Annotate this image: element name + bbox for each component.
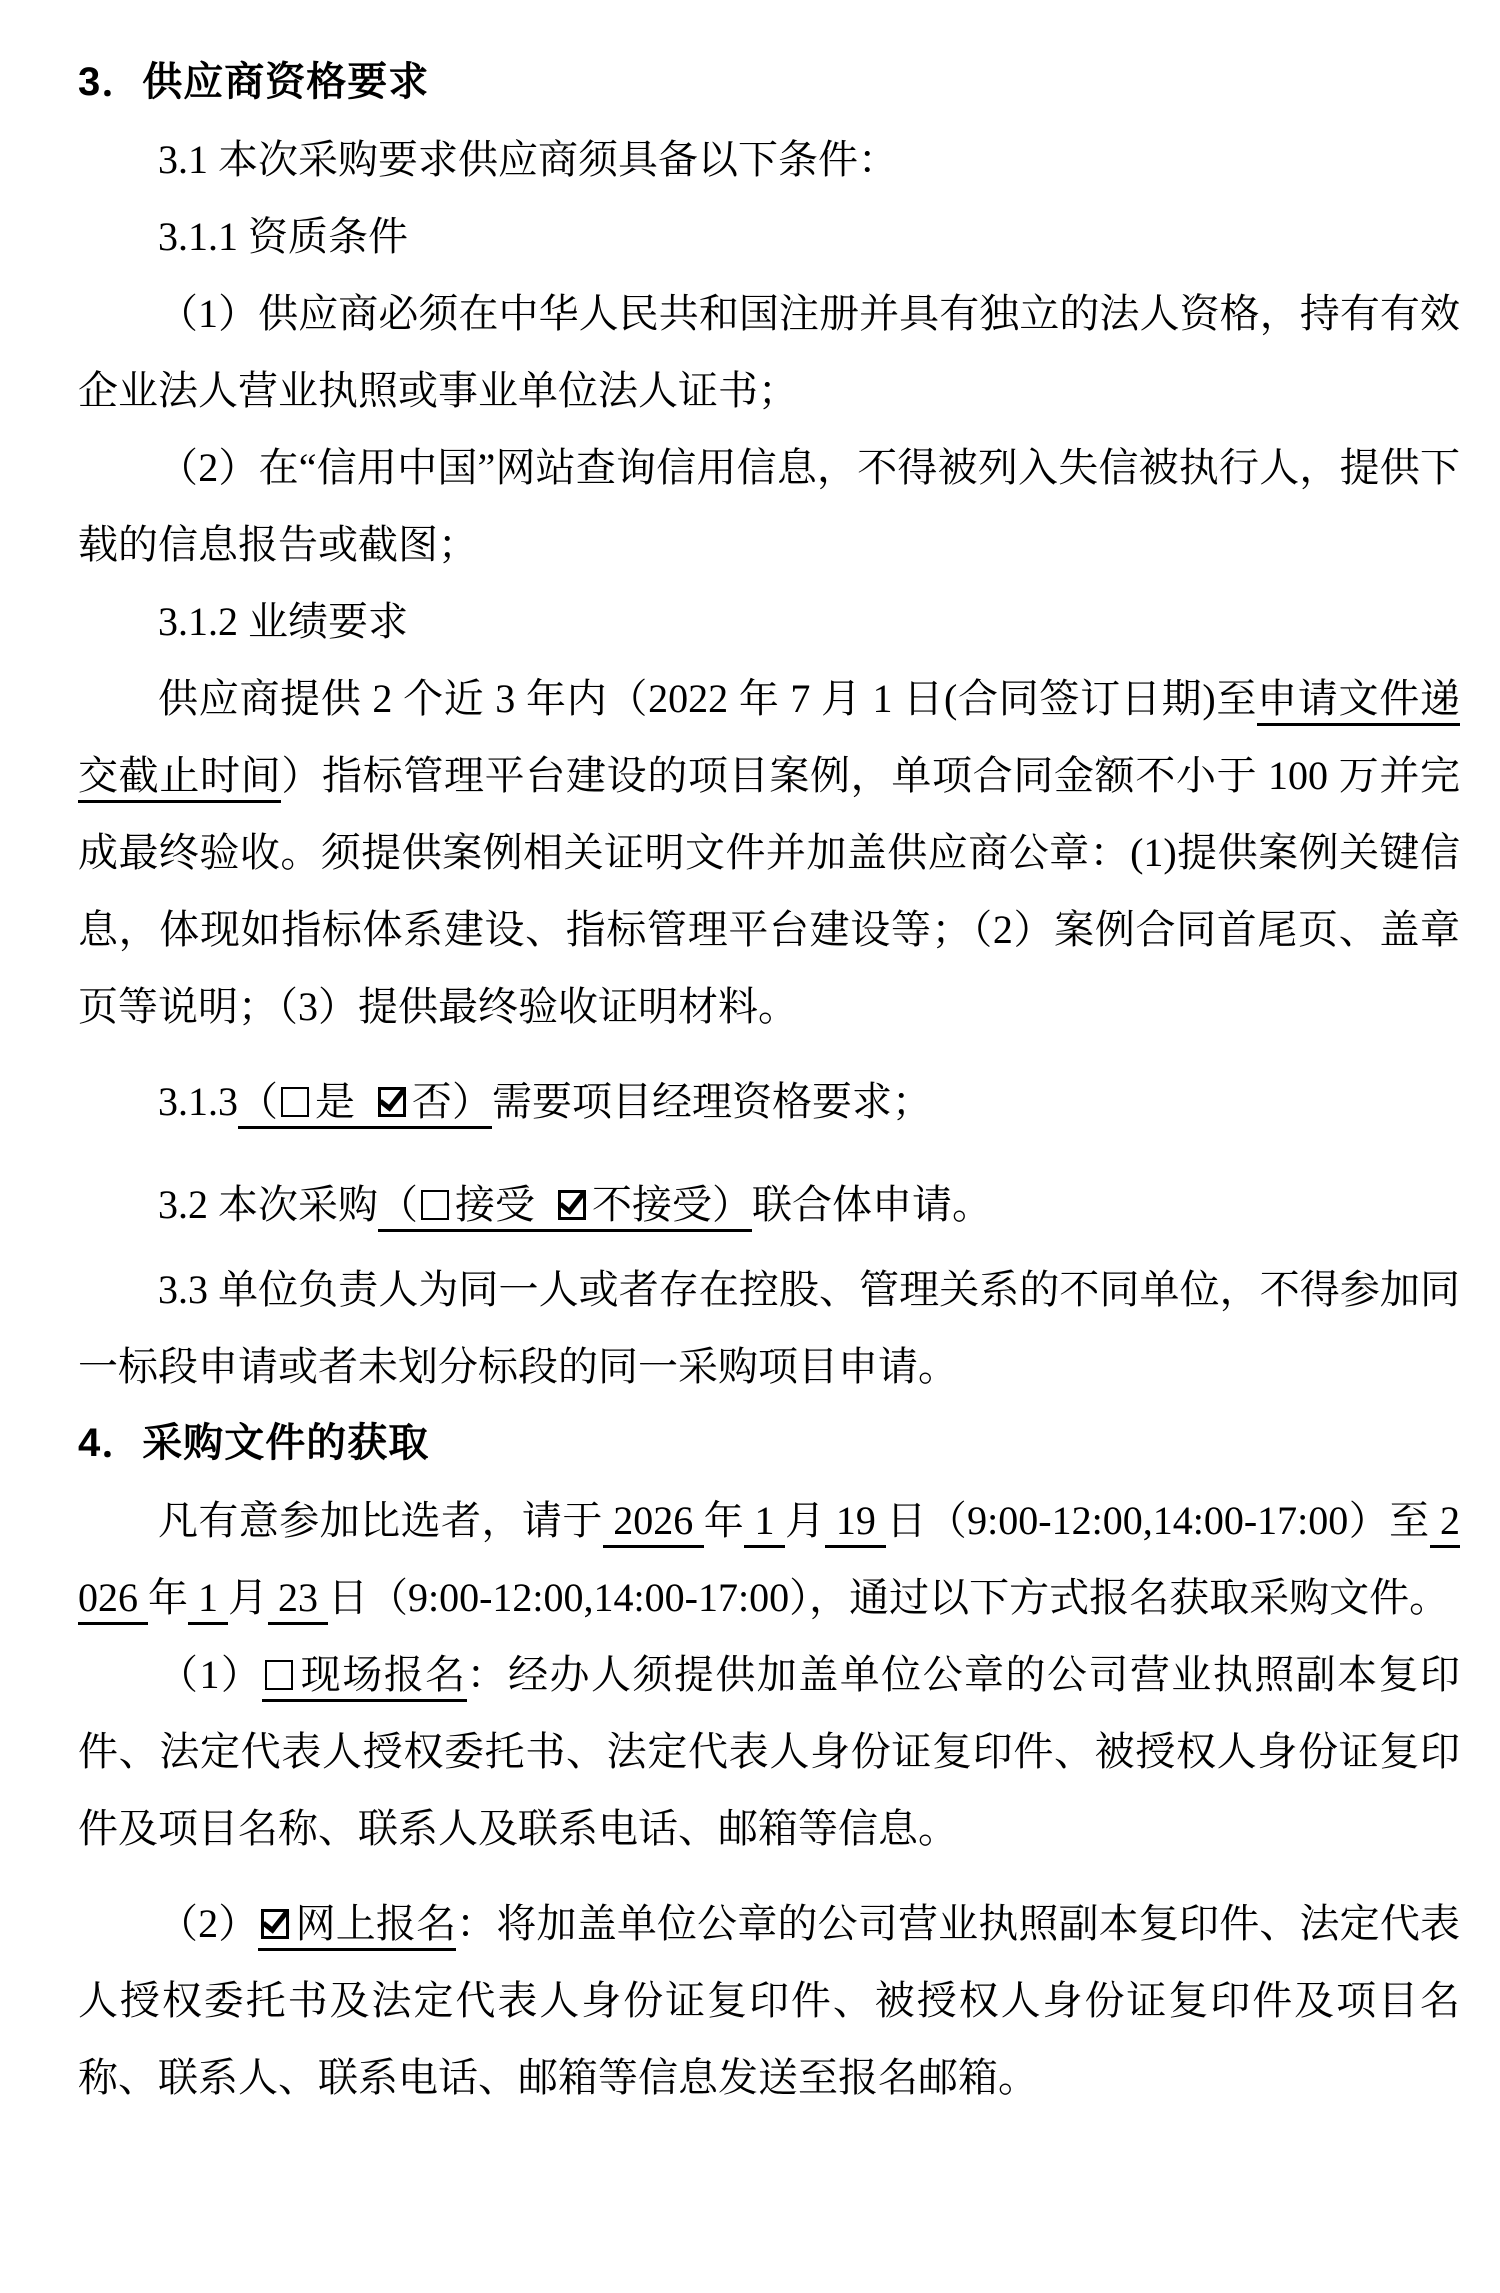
registration-online <box>78 1885 1460 2116</box>
text-run: （1） <box>158 1652 263 1697</box>
text-run: （2）在“信用中国”网站查询信用信息，不得被列入失信被执行人，提供下载的信息报告或截图； <box>78 445 1460 567</box>
text-run: 4．采购文件的获取 <box>78 1421 430 1465</box>
text-run: 月 <box>785 1498 826 1543</box>
clause-3-1 <box>78 121 1460 198</box>
clause-3-1-1 <box>78 198 1460 275</box>
underlined-blank <box>238 1079 492 1129</box>
text-run: 日（9:00-12:00,14:00-17:00）至 <box>886 1498 1430 1543</box>
text-run: 申请文件递交截止时间 <box>78 676 1461 798</box>
text-run: ）指标管理平台建设的项目案例，单项合同金额不小于 100 万并完成最终验收。须提供案例相关证明文件并加盖供应商公章：(1)提供案例关键信息，体现如指标体系建设、指标管理平台建设等；（2）案例合同首尾页、盖章页等说明；（3）提供最终验收证明材料。 <box>78 753 1461 1029</box>
text-run: 年 <box>148 1575 188 1620</box>
underlined-blank <box>378 1182 752 1232</box>
qualification-item-2 <box>78 429 1460 583</box>
checkbox-checked-icon <box>378 1087 406 1117</box>
underlined-blank <box>262 1652 466 1702</box>
text-run: 3.2 本次采购 <box>158 1182 378 1227</box>
text-run: 3．供应商资格要求 <box>78 60 430 104</box>
checkbox-unchecked-icon <box>281 1087 309 1117</box>
checkbox-unchecked-icon <box>421 1190 449 1220</box>
text-run: （2） <box>158 1901 259 1946</box>
text-run: 3.1.1 资质条件 <box>158 214 408 259</box>
clause-3-3 <box>78 1251 1460 1405</box>
text-run: 供应商提供 2 个近 3 年内（2022 年 7 月 1 日(合同签订日期)至 <box>158 676 1258 721</box>
text-run: 3.1 本次采购要求供应商须具备以下条件： <box>158 137 898 182</box>
text-run: ：经办人须提供加盖单位公章的公司营业执照副本复印件、法定代表人授权委托书、法定代表人身份证复印件、被授权人身份证复印件及项目名称、联系人及联系电话、邮箱等信息。 <box>78 1652 1461 1851</box>
text-run: 月 <box>228 1575 268 1620</box>
text-run: 日（9:00-12:00,14:00-17:00），通过以下方式报名获取采购文件。 <box>328 1575 1450 1620</box>
underlined-blank <box>825 1498 886 1548</box>
text-run: 是 <box>315 1079 375 1124</box>
text-run: （1）供应商必须在中华人民共和国注册并具有独立的法人资格，持有有效企业法人营业执照或事业单位法人证书； <box>78 291 1460 413</box>
text-run: 3.3 单位负责人为同一人或者存在控股、管理关系的不同单位，不得参加同一标段申请或者未划分标段的同一采购项目申请。 <box>78 1267 1460 1389</box>
text-run: 网上报名 <box>295 1901 457 1946</box>
text-run: 2026 <box>602 1498 704 1543</box>
underlined-blank <box>268 1575 328 1625</box>
performance-requirement <box>78 660 1460 1045</box>
clause-3-2-consortium <box>78 1166 1460 1243</box>
clause-3-1-2 <box>78 583 1460 660</box>
clause-3-1-3-project-manager <box>78 1063 1460 1140</box>
text-run: 2026 <box>78 1498 1461 1620</box>
text-run: 联合体申请。 <box>752 1182 992 1227</box>
text-run: 23 <box>268 1575 328 1620</box>
text-run: ：将加盖单位公章的公司营业执照副本复印件、法定代表人授权委托书及法定代表人身份证复印件、被授权人身份证复印件及项目名称、联系人、联系电话、邮箱等信息发送至报名邮箱。 <box>78 1901 1460 2100</box>
text-run: 1 <box>744 1498 785 1543</box>
text-run: 凡有意参加比选者，请于 <box>158 1498 603 1543</box>
underlined-blank <box>744 1498 785 1548</box>
text-run: 不接受） <box>592 1182 752 1227</box>
text-run: 1 <box>188 1575 228 1620</box>
text-run: 3.1.3 <box>158 1079 238 1124</box>
text-run: 现场报名 <box>299 1652 467 1697</box>
underlined-blank <box>188 1575 228 1625</box>
text-run: 接受 <box>455 1182 555 1227</box>
text-run: （ <box>378 1182 418 1227</box>
registration-onsite <box>78 1636 1460 1867</box>
text-run: 年 <box>703 1498 745 1543</box>
text-run: （ <box>238 1079 278 1124</box>
text-run: 3.1.2 业绩要求 <box>158 599 408 644</box>
underlined-blank <box>603 1498 704 1548</box>
checkbox-checked-icon <box>558 1190 586 1220</box>
section-4-heading <box>78 1405 1460 1482</box>
qualification-item-1 <box>78 275 1460 429</box>
section-3-heading <box>78 44 1460 121</box>
text-run: 需要项目经理资格要求； <box>492 1079 932 1124</box>
document-obtaining <box>78 1482 1460 1636</box>
underlined-blank <box>258 1901 456 1951</box>
text-run: 否） <box>412 1079 492 1124</box>
text-run: 19 <box>825 1498 887 1543</box>
checkbox-unchecked-icon <box>265 1660 293 1690</box>
checkbox-checked-icon <box>261 1909 289 1939</box>
procurement-document <box>78 44 1460 2116</box>
